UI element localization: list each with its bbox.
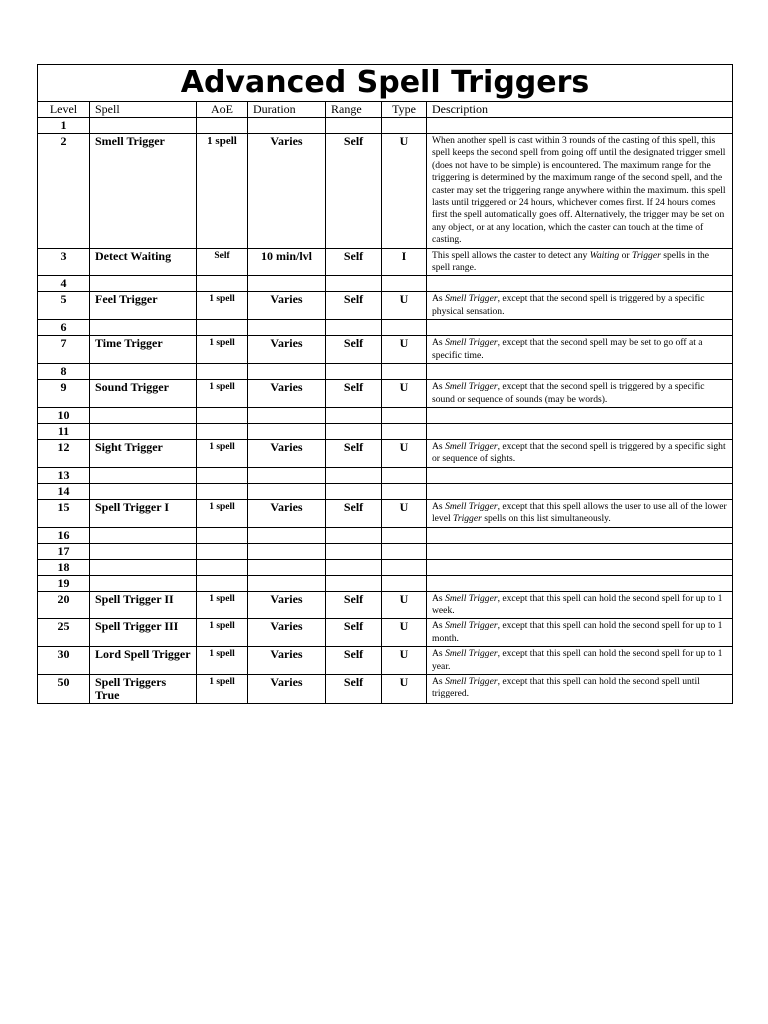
level-cell: 16 <box>38 527 90 543</box>
range-cell <box>326 575 382 591</box>
spell-name-cell <box>90 559 197 575</box>
description-cell: As Smell Trigger, except that this spell can hold the second spell until triggered. <box>427 674 733 703</box>
header-description: Description <box>427 102 733 118</box>
table-row <box>38 527 733 543</box>
spell-name-cell <box>90 276 197 292</box>
table-row <box>38 248 733 276</box>
aoe-cell: 1 spell <box>197 336 248 364</box>
duration-cell: Varies <box>248 674 326 703</box>
aoe-cell <box>197 483 248 499</box>
aoe-cell: Self <box>197 248 248 276</box>
level-cell: 7 <box>38 336 90 364</box>
aoe-cell: 1 spell <box>197 292 248 320</box>
description-cell <box>427 559 733 575</box>
range-cell <box>326 527 382 543</box>
header-duration: Duration <box>248 102 326 118</box>
type-cell: I <box>382 248 427 276</box>
aoe-cell: 1 spell <box>197 647 248 675</box>
aoe-cell: 1 spell <box>197 499 248 527</box>
type-cell: U <box>382 591 427 619</box>
type-cell: U <box>382 674 427 703</box>
duration-cell <box>248 575 326 591</box>
description-cell <box>427 543 733 559</box>
spell-name-cell: Spell Trigger III <box>90 619 197 647</box>
table-row <box>38 499 733 527</box>
range-cell <box>326 483 382 499</box>
header-range: Range <box>326 102 382 118</box>
level-cell: 13 <box>38 467 90 483</box>
description-cell: As Smell Trigger, except that the second spell may be set to go off at a specific time. <box>427 336 733 364</box>
duration-cell <box>248 276 326 292</box>
level-cell: 2 <box>38 134 90 249</box>
spell-name-cell: Lord Spell Trigger <box>90 647 197 675</box>
duration-cell: Varies <box>248 619 326 647</box>
range-cell: Self <box>326 647 382 675</box>
type-cell: U <box>382 619 427 647</box>
level-cell: 18 <box>38 559 90 575</box>
range-cell: Self <box>326 380 382 408</box>
level-cell: 14 <box>38 483 90 499</box>
description-cell: As Smell Trigger, except that this spell can hold the second spell for up to 1 month. <box>427 619 733 647</box>
header-aoe: AoE <box>197 102 248 118</box>
description-cell: As Smell Trigger, except that the second spell is triggered by a specific physical sensation. <box>427 292 733 320</box>
aoe-cell: 1 spell <box>197 380 248 408</box>
range-cell <box>326 467 382 483</box>
duration-cell <box>248 118 326 134</box>
type-cell: U <box>382 380 427 408</box>
spell-name-cell <box>90 320 197 336</box>
level-cell: 12 <box>38 439 90 467</box>
page-title: Advanced Spell Triggers <box>38 65 733 102</box>
spell-name-cell <box>90 118 197 134</box>
table-row <box>38 276 733 292</box>
duration-cell: Varies <box>248 647 326 675</box>
spell-name-cell: Sound Trigger <box>90 380 197 408</box>
duration-cell <box>248 364 326 380</box>
description-cell: This spell allows the caster to detect any Waiting or Trigger spells in the spell range. <box>427 248 733 276</box>
type-cell <box>382 467 427 483</box>
range-cell: Self <box>326 591 382 619</box>
level-cell: 25 <box>38 619 90 647</box>
range-cell: Self <box>326 674 382 703</box>
spell-name-cell <box>90 407 197 423</box>
level-cell: 11 <box>38 423 90 439</box>
spell-name-cell <box>90 364 197 380</box>
table-row <box>38 619 733 647</box>
range-cell <box>326 423 382 439</box>
level-cell: 30 <box>38 647 90 675</box>
spell-name-cell: Sight Trigger <box>90 439 197 467</box>
description-cell: As Smell Trigger, except that this spell allows the user to use all of the lower level Trigger spells on this list simultaneously. <box>427 499 733 527</box>
duration-cell: Varies <box>248 439 326 467</box>
table-row <box>38 674 733 703</box>
aoe-cell: 1 spell <box>197 674 248 703</box>
duration-cell <box>248 543 326 559</box>
spell-name-cell: Spell Triggers True <box>90 674 197 703</box>
table-row <box>38 336 733 364</box>
duration-cell <box>248 467 326 483</box>
type-cell <box>382 118 427 134</box>
description-cell: As Smell Trigger, except that this spell can hold the second spell for up to 1 week. <box>427 591 733 619</box>
aoe-cell <box>197 527 248 543</box>
level-cell: 8 <box>38 364 90 380</box>
duration-cell: Varies <box>248 499 326 527</box>
description-cell: As Smell Trigger, except that this spell can hold the second spell for up to 1 year. <box>427 647 733 675</box>
header-spell: Spell <box>90 102 197 118</box>
spell-name-cell: Smell Trigger <box>90 134 197 249</box>
table-row <box>38 380 733 408</box>
aoe-cell <box>197 575 248 591</box>
description-cell <box>427 527 733 543</box>
table-row <box>38 575 733 591</box>
table-row <box>38 407 733 423</box>
type-cell <box>382 527 427 543</box>
aoe-cell <box>197 118 248 134</box>
aoe-cell <box>197 407 248 423</box>
description-cell <box>427 118 733 134</box>
description-cell <box>427 483 733 499</box>
table-row <box>38 320 733 336</box>
spell-name-cell <box>90 467 197 483</box>
header-type: Type <box>382 102 427 118</box>
level-cell: 9 <box>38 380 90 408</box>
level-cell: 4 <box>38 276 90 292</box>
type-cell: U <box>382 134 427 249</box>
table-body <box>38 118 733 704</box>
table-row <box>38 292 733 320</box>
type-cell: U <box>382 292 427 320</box>
range-cell <box>326 320 382 336</box>
duration-cell: Varies <box>248 336 326 364</box>
aoe-cell: 1 spell <box>197 619 248 647</box>
level-cell: 6 <box>38 320 90 336</box>
spell-name-cell <box>90 527 197 543</box>
type-cell <box>382 543 427 559</box>
description-cell <box>427 575 733 591</box>
duration-cell: Varies <box>248 591 326 619</box>
range-cell: Self <box>326 248 382 276</box>
duration-cell: Varies <box>248 292 326 320</box>
aoe-cell <box>197 467 248 483</box>
level-cell: 15 <box>38 499 90 527</box>
spell-table <box>37 64 733 704</box>
description-cell <box>427 364 733 380</box>
range-cell <box>326 407 382 423</box>
spell-name-cell: Detect Waiting <box>90 248 197 276</box>
aoe-cell <box>197 276 248 292</box>
range-cell: Self <box>326 439 382 467</box>
table-row <box>38 483 733 499</box>
type-cell: U <box>382 439 427 467</box>
description-cell <box>427 423 733 439</box>
spell-name-cell: Time Trigger <box>90 336 197 364</box>
table-row <box>38 467 733 483</box>
level-cell: 17 <box>38 543 90 559</box>
range-cell <box>326 543 382 559</box>
duration-cell <box>248 423 326 439</box>
range-cell: Self <box>326 336 382 364</box>
description-cell <box>427 407 733 423</box>
type-cell <box>382 423 427 439</box>
level-cell: 20 <box>38 591 90 619</box>
table-row <box>38 647 733 675</box>
level-cell: 5 <box>38 292 90 320</box>
type-cell <box>382 320 427 336</box>
spell-name-cell <box>90 423 197 439</box>
spell-name-cell <box>90 543 197 559</box>
table-row <box>38 591 733 619</box>
type-cell: U <box>382 647 427 675</box>
range-cell <box>326 559 382 575</box>
level-cell: 19 <box>38 575 90 591</box>
aoe-cell <box>197 559 248 575</box>
description-cell: As Smell Trigger, except that the second spell is triggered by a specific sound or sequence of sounds (may be words). <box>427 380 733 408</box>
range-cell: Self <box>326 619 382 647</box>
aoe-cell <box>197 364 248 380</box>
duration-cell <box>248 559 326 575</box>
spell-name-cell <box>90 575 197 591</box>
level-cell: 50 <box>38 674 90 703</box>
table-row <box>38 118 733 134</box>
aoe-cell: 1 spell <box>197 134 248 249</box>
aoe-cell <box>197 543 248 559</box>
aoe-cell <box>197 423 248 439</box>
aoe-cell: 1 spell <box>197 591 248 619</box>
spell-name-cell: Spell Trigger I <box>90 499 197 527</box>
range-cell <box>326 364 382 380</box>
table-row <box>38 364 733 380</box>
type-cell <box>382 575 427 591</box>
table-row <box>38 439 733 467</box>
duration-cell <box>248 527 326 543</box>
range-cell: Self <box>326 134 382 249</box>
spell-name-cell: Spell Trigger II <box>90 591 197 619</box>
type-cell <box>382 407 427 423</box>
description-cell: When another spell is cast within 3 rounds of the casting of this spell, this spell keeps the second spell from going off until the designated trigger smell (does not have to be simple) is encountered. The maximum range for the triggering is determined by the maximum range of the second spell, and the caster may set the triggering range anywhere within the maximum. this spell lasts until triggered or 24 hours, whichever comes first. If 24 hours comes first the spell automatically goes off. Alternatively, the trigger may be set on any object, or at any location, which the caster can touch at the time of casting. <box>427 134 733 249</box>
table-row <box>38 543 733 559</box>
duration-cell <box>248 407 326 423</box>
table-row <box>38 134 733 249</box>
duration-cell: 10 min/lvl <box>248 248 326 276</box>
table-row <box>38 423 733 439</box>
table-row <box>38 559 733 575</box>
range-cell: Self <box>326 499 382 527</box>
type-cell <box>382 559 427 575</box>
type-cell: U <box>382 499 427 527</box>
column-header-row <box>38 102 733 118</box>
range-cell <box>326 118 382 134</box>
description-cell: As Smell Trigger, except that the second spell is triggered by a specific sight or sequence of sights. <box>427 439 733 467</box>
type-cell <box>382 364 427 380</box>
duration-cell: Varies <box>248 134 326 249</box>
range-cell <box>326 276 382 292</box>
description-cell <box>427 276 733 292</box>
level-cell: 3 <box>38 248 90 276</box>
duration-cell <box>248 320 326 336</box>
type-cell <box>382 276 427 292</box>
level-cell: 10 <box>38 407 90 423</box>
duration-cell <box>248 483 326 499</box>
level-cell: 1 <box>38 118 90 134</box>
type-cell <box>382 483 427 499</box>
range-cell: Self <box>326 292 382 320</box>
description-cell <box>427 320 733 336</box>
type-cell: U <box>382 336 427 364</box>
header-level: Level <box>38 102 90 118</box>
aoe-cell: 1 spell <box>197 439 248 467</box>
spell-name-cell: Feel Trigger <box>90 292 197 320</box>
duration-cell: Varies <box>248 380 326 408</box>
description-cell <box>427 467 733 483</box>
aoe-cell <box>197 320 248 336</box>
spell-name-cell <box>90 483 197 499</box>
